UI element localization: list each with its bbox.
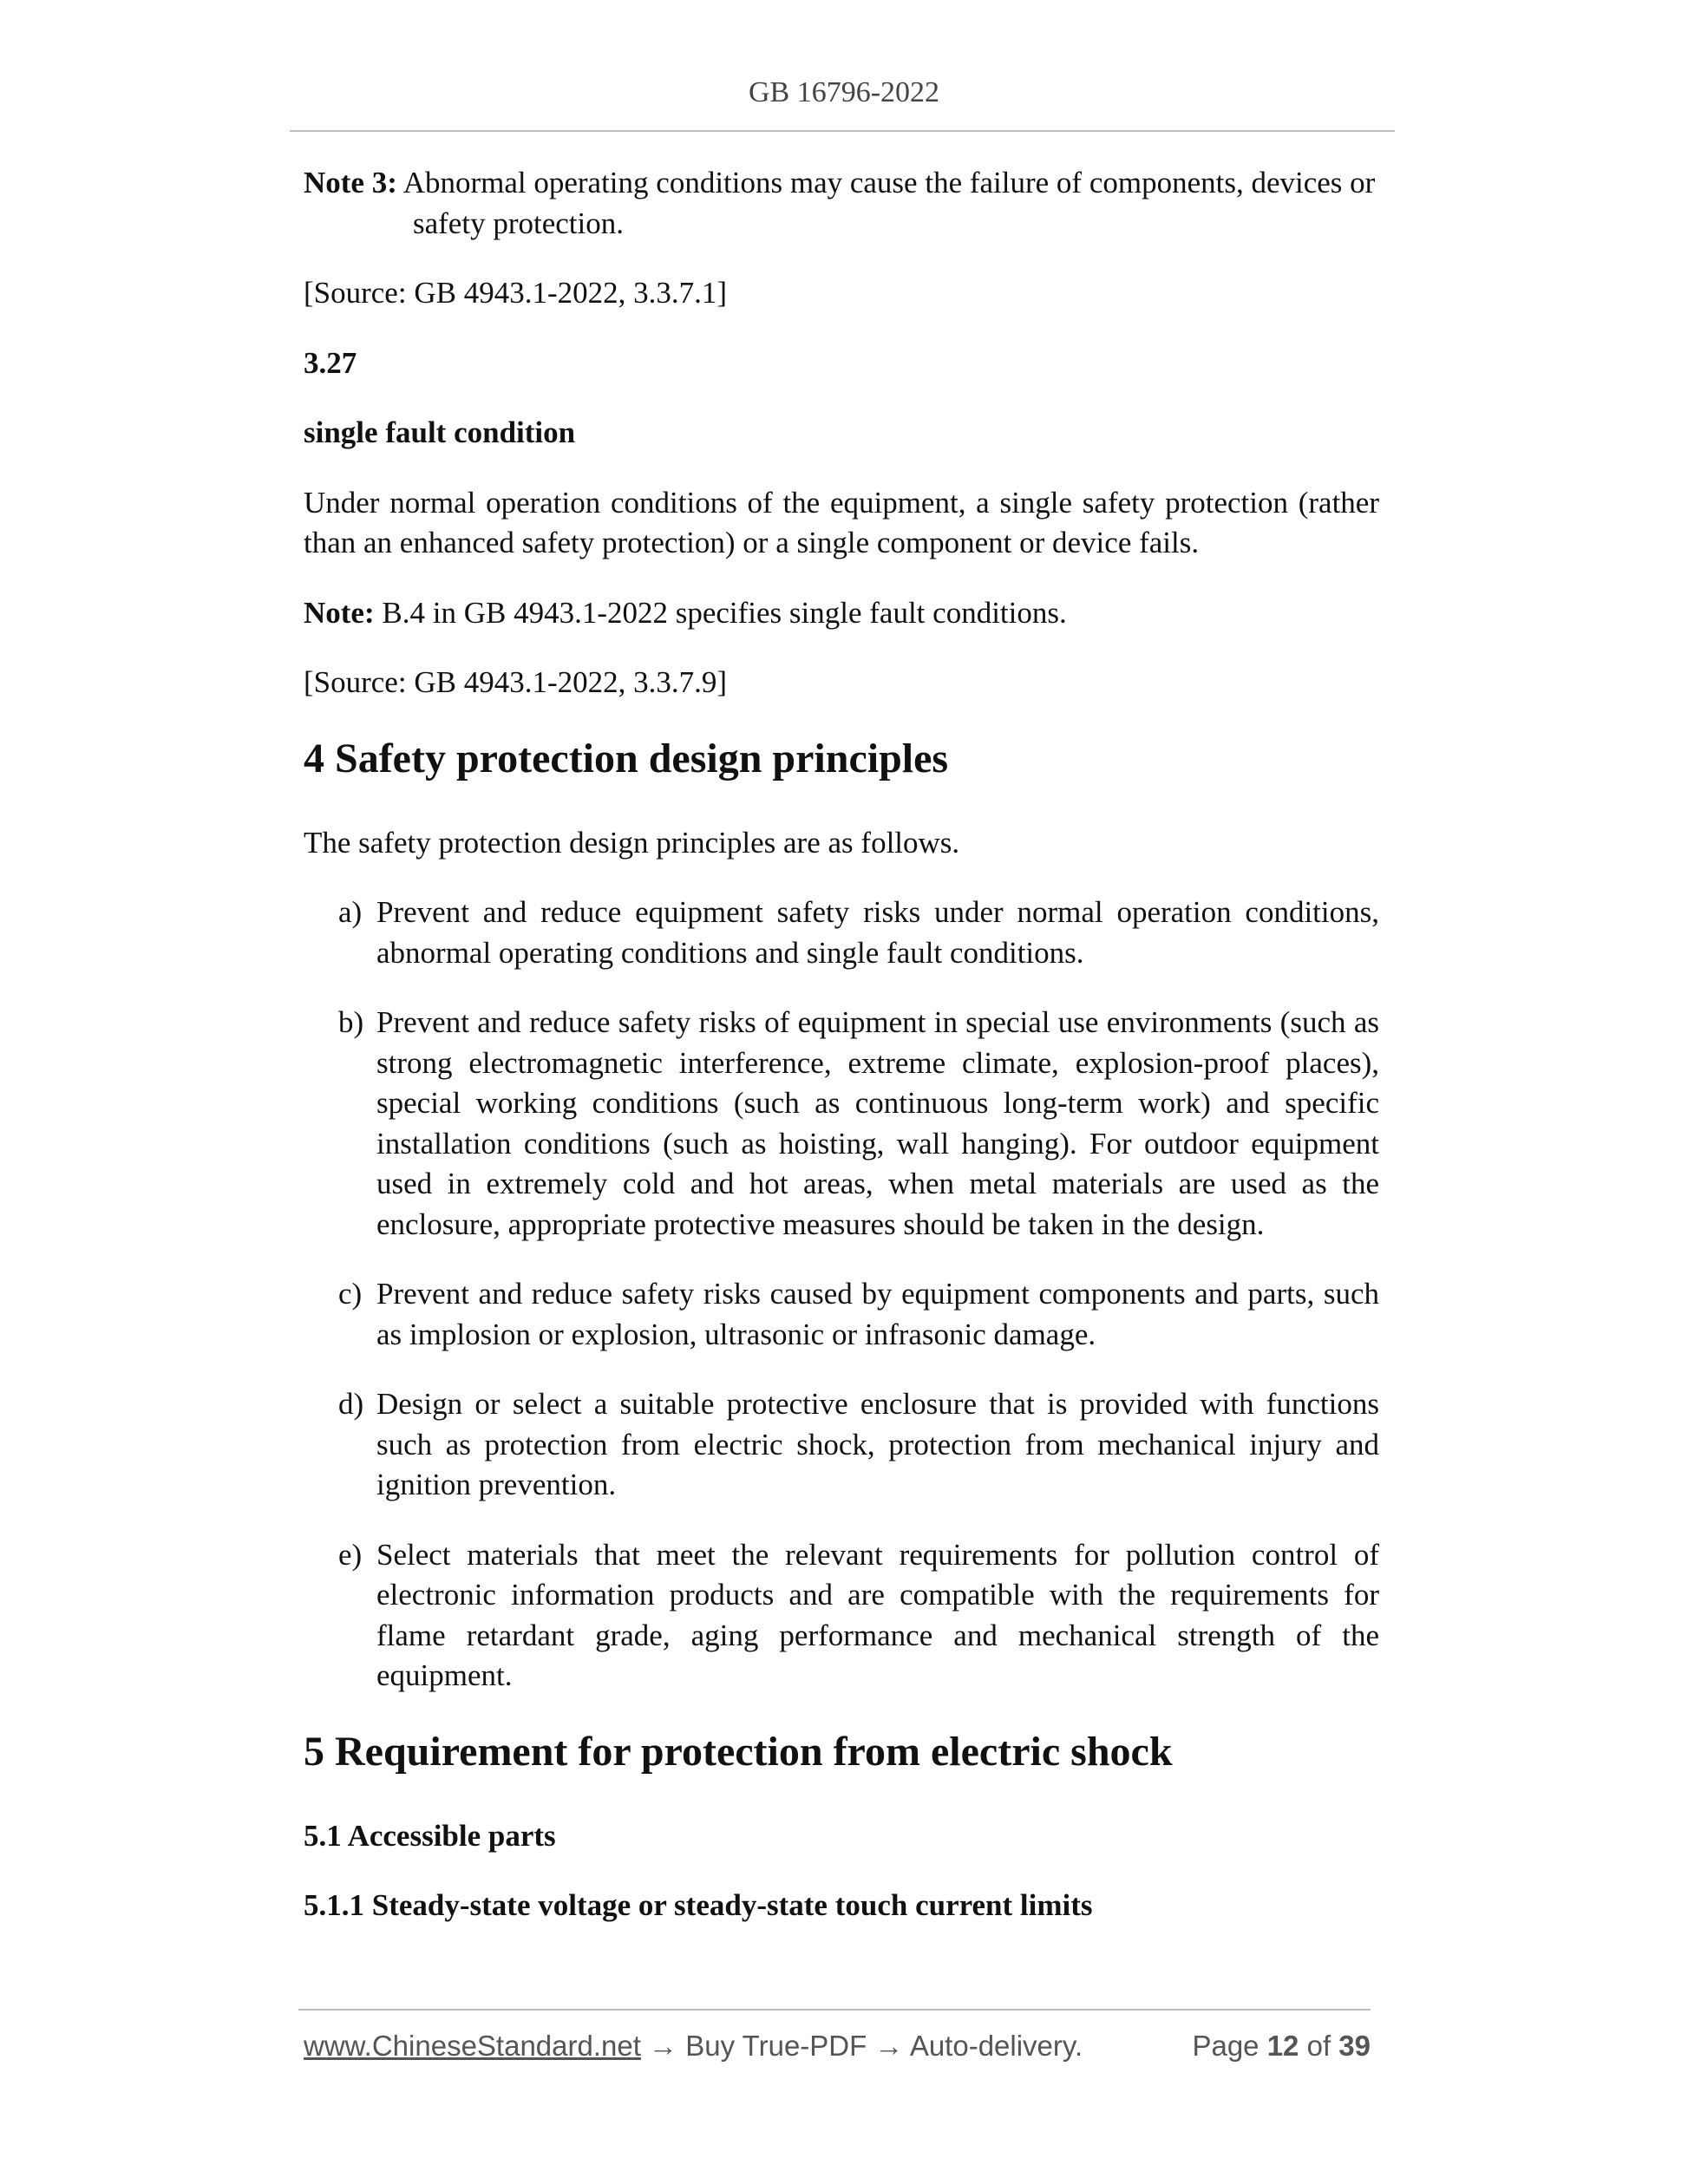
list-marker: a) bbox=[338, 895, 363, 929]
note-text: B.4 in GB 4943.1-2022 specifies single fault conditions. bbox=[374, 595, 1067, 630]
source-reference-1: [Source: GB 4943.1-2022, 3.3.7.1] bbox=[304, 276, 728, 310]
note-3 bbox=[304, 163, 1379, 244]
list-marker: e) bbox=[338, 1537, 363, 1572]
list-item-text: Design or select a suitable protective enclosure that is provided with functions such as protection from electric shock, protection from mechanical injury and ignition prevention. bbox=[376, 1387, 1379, 1501]
header-divider bbox=[290, 130, 1395, 132]
footer-divider bbox=[298, 2009, 1371, 2011]
page-content bbox=[304, 163, 1379, 1956]
term-number: 3.27 bbox=[304, 345, 357, 380]
list-item bbox=[304, 1384, 1379, 1506]
list-item bbox=[304, 1003, 1379, 1245]
list-item-text: Prevent and reduce equipment safety risks under normal operation conditions, abnormal operating conditions and single fault conditions. bbox=[376, 895, 1379, 970]
header-standard-number: GB 16796-2022 bbox=[748, 76, 940, 108]
section-4-heading: 4 Safety protection design principles bbox=[304, 735, 949, 781]
list-item-text: Prevent and reduce safety risks of equipment in special use environments (such as strong electromagnetic interference, extreme climate, explosion-proof places), special working conditions (such as continuous long-term work) and specific installation conditions (such as hoisting, wall hanging). For outdoor equipment used in extremely cold and hot areas, when metal materials are used as the enclosure, appropriate protective measures should be taken in the design. bbox=[376, 1005, 1379, 1241]
note bbox=[304, 593, 1379, 634]
section-4-intro: The safety protection design principles are as follows. bbox=[304, 825, 960, 860]
subsection-5-1-heading: 5.1 Accessible parts bbox=[304, 1818, 556, 1853]
list-marker: d) bbox=[338, 1387, 364, 1421]
list-item bbox=[304, 893, 1379, 973]
note-3-text: Abnormal operating conditions may cause the failure of components, devices or safety protection. bbox=[396, 166, 1376, 240]
list-marker: c) bbox=[338, 1277, 363, 1311]
total-page-count: 39 bbox=[1338, 2030, 1371, 2062]
source-reference-2: [Source: GB 4943.1-2022, 3.3.7.9] bbox=[304, 665, 728, 699]
page-label: Page bbox=[1192, 2030, 1267, 2062]
current-page-number: 12 bbox=[1266, 2030, 1299, 2062]
section-5-heading: 5 Requirement for protection from electric shock bbox=[304, 1728, 1173, 1775]
design-principles-list bbox=[304, 893, 1379, 1697]
list-item bbox=[304, 1535, 1379, 1697]
subsection-5-1-1-heading: 5.1.1 Steady-state voltage or steady-state touch current limits bbox=[304, 1888, 1093, 1922]
page-indicator bbox=[1192, 2030, 1371, 2063]
note-label: Note: bbox=[304, 595, 375, 630]
term-name: single fault condition bbox=[304, 415, 576, 449]
term-definition: Under normal operation conditions of the equipment, a single safety protection (rather than an enhanced safety protection) or a single component or device fails. bbox=[304, 485, 1379, 559]
footer-promo bbox=[304, 2030, 1083, 2063]
of-label: of bbox=[1299, 2030, 1339, 2062]
list-item-text: Prevent and reduce safety risks caused by equipment components and parts, such as implosion or explosion, ultrasonic or infrasonic damage. bbox=[376, 1277, 1379, 1351]
list-item-text: Select materials that meet the relevant requirements for pollution control of electronic information products and are compatible with the requirements for flame retardant grade, aging performance and mechanical strength of the equipment. bbox=[376, 1537, 1379, 1692]
page-footer bbox=[304, 2030, 1371, 2073]
note-3-label: Note 3: bbox=[304, 166, 397, 199]
list-marker: b) bbox=[338, 1005, 364, 1039]
footer-site-link[interactable]: www.ChineseStandard.net bbox=[304, 2030, 641, 2062]
list-item bbox=[304, 1274, 1379, 1355]
footer-promo-text: → Buy True-PDF → Auto-delivery. bbox=[640, 2030, 1083, 2062]
